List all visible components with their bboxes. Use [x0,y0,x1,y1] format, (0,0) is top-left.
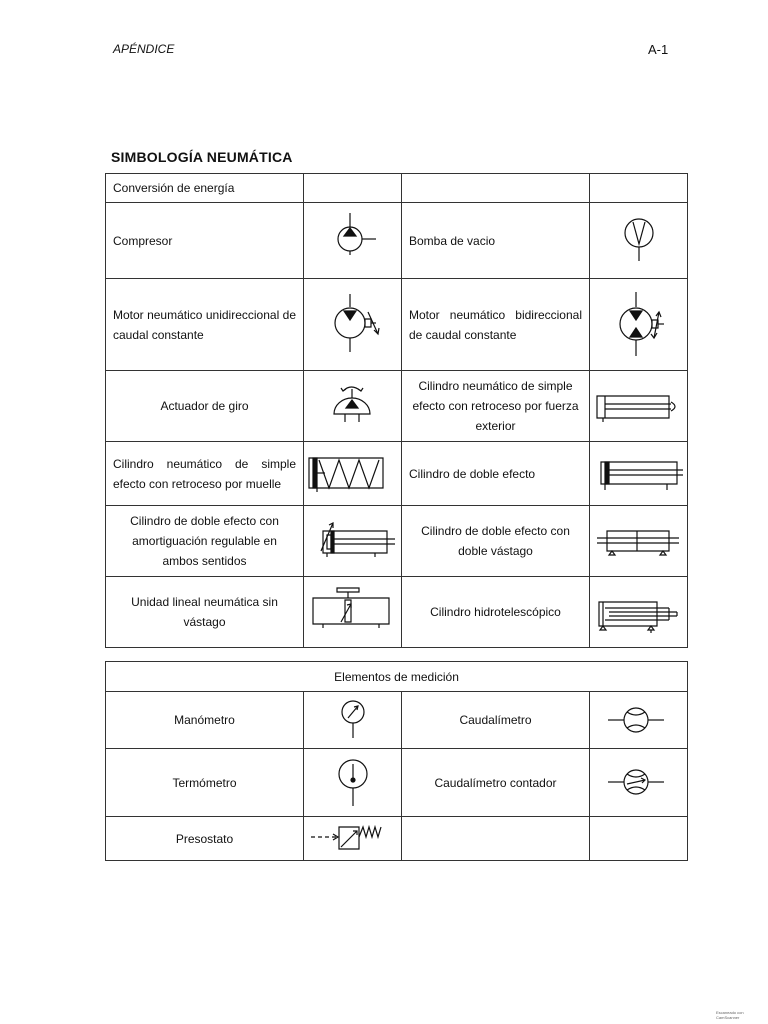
flow-meter-counter-icon [604,750,674,816]
page-number: A-1 [648,42,669,57]
single-acting-external-return-cylinder-icon [591,376,687,436]
row-label: Cilindro hidrotelescópico [402,577,590,648]
row-label: Presostato [106,817,304,861]
table-row [106,817,688,861]
vacuum-pump-icon [609,211,669,271]
row-label: Cilindro de doble efecto [402,442,590,506]
telescopic-cylinder-icon [591,582,687,642]
double-acting-cylinder-icon [591,444,687,504]
row-label: Cilindro neumático de simple efecto con retroceso por muelle [106,442,304,506]
row-label: Manómetro [106,692,304,749]
row-label: Actuador de giro [106,371,304,442]
row-label: Motor neumático unidireccional de caudal constante [106,279,304,371]
row-label: Compresor [106,203,304,279]
double-rod-cylinder-icon [591,511,687,571]
bidirectional-motor-icon [604,290,674,360]
pressure-gauge-icon [323,692,383,748]
table-row [106,203,688,279]
rodless-linear-unit-icon [305,582,401,642]
scanner-watermark: Escaneado con CamScanner [716,1010,744,1020]
unidirectional-motor-icon [318,290,388,360]
row-label: Cilindro de doble efecto con amortiguación regulable en ambos sentidos [106,506,304,577]
table-heading-row [106,662,688,692]
table-row [106,577,688,648]
rotary-actuator-icon [323,376,383,436]
compressor-icon [323,211,383,271]
table-heading: Elementos de medición [106,662,688,692]
row-label: Bomba de vacio [402,203,590,279]
cushioned-cylinder-icon [305,511,401,571]
row-label: Unidad lineal neumática sin vástago [106,577,304,648]
row-label: Caudalímetro [402,692,590,749]
table-heading: Conversión de energía [106,174,304,203]
page-title: SIMBOLOGÍA NEUMÁTICA [111,149,293,165]
table-row [106,749,688,817]
energy-conversion-table [105,173,688,648]
row-label: Motor neumático bidireccional de caudal constante [402,279,590,371]
row-label: Cilindro neumático de simple efecto con retroceso por fuerza exterior [402,371,590,442]
table-row [106,506,688,577]
row-label: Termómetro [106,749,304,817]
table-row [106,442,688,506]
spring-return-cylinder-icon [305,444,401,504]
measurement-elements-table [105,661,688,861]
flow-meter-icon [604,692,674,748]
row-label: Caudalímetro contador [402,749,590,817]
table-row [106,279,688,371]
table-heading-row [106,174,688,203]
table-row [106,692,688,749]
header-section-label: APÉNDICE [113,42,175,56]
row-label: Cilindro de doble efecto con doble vástago [402,506,590,577]
pressure-switch-icon [305,819,401,859]
thermometer-icon [323,750,383,816]
table-row [106,371,688,442]
